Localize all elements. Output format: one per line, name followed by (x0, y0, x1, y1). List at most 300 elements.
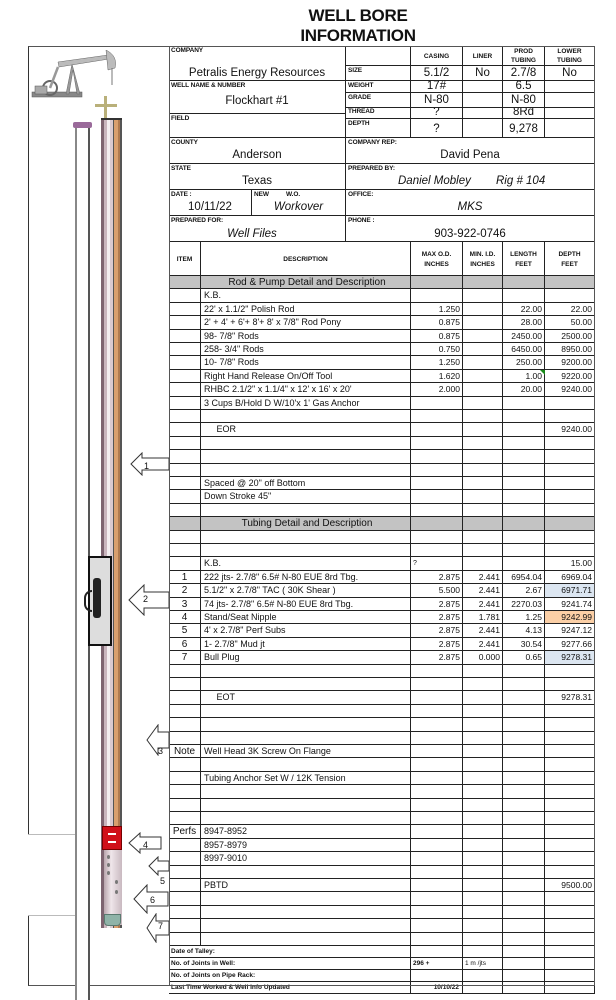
cell-id[interactable] (463, 383, 503, 396)
cell-desc[interactable]: 98- 7/8" Rods (201, 330, 411, 343)
cell-desc[interactable]: Stand/Seat Nipple (201, 611, 411, 624)
cell-depth[interactable] (545, 397, 595, 410)
cell-depth[interactable]: 9241.74 (545, 598, 595, 611)
spec-size-lower[interactable]: No (545, 66, 595, 81)
cell-id[interactable] (463, 705, 503, 718)
spec-thread-liner[interactable] (463, 108, 503, 119)
cell-id[interactable] (463, 343, 503, 356)
cell-id[interactable] (463, 517, 503, 530)
cell-depth[interactable] (545, 866, 595, 879)
cell-od[interactable] (411, 892, 463, 905)
cell-id[interactable] (463, 732, 503, 745)
cell-desc[interactable] (201, 866, 411, 879)
spec-weight-casing[interactable]: 17# (411, 81, 463, 93)
cell-od[interactable] (411, 691, 463, 704)
cell-depth[interactable] (545, 477, 595, 490)
cell-depth[interactable]: 22.00 (545, 303, 595, 316)
cell-od[interactable]: 0.750 (411, 343, 463, 356)
spec-weight-liner[interactable] (463, 81, 503, 93)
cell-depth[interactable] (545, 410, 595, 423)
spec-size-liner[interactable]: No (463, 66, 503, 81)
cell-depth[interactable]: 9278.31 (545, 691, 595, 704)
cell-id[interactable] (463, 557, 503, 570)
cell-depth[interactable] (545, 289, 595, 302)
cell-item[interactable] (169, 423, 201, 436)
company-value[interactable]: Petralis Energy Resources (188, 67, 326, 79)
cell-len[interactable]: 6450.00 (503, 343, 545, 356)
cell-len[interactable]: 6954.04 (503, 571, 545, 584)
cell-id[interactable]: 2.441 (463, 571, 503, 584)
cell-depth[interactable] (545, 785, 595, 798)
cell-id[interactable] (463, 316, 503, 329)
cell-len[interactable]: 28.00 (503, 316, 545, 329)
cell-len[interactable] (503, 718, 545, 731)
cell-desc[interactable]: 3 Cups B/Hold D W/10'x 1' Gas Anchor (201, 397, 411, 410)
cell-depth[interactable] (545, 732, 595, 745)
cell-len[interactable]: 20.00 (503, 383, 545, 396)
cell-item[interactable]: 5 (169, 624, 201, 637)
cell-id[interactable] (463, 852, 503, 865)
footer-cell-id[interactable] (463, 982, 503, 994)
cell-depth[interactable]: 50.00 (545, 316, 595, 329)
cell-od[interactable]: ? (411, 557, 463, 570)
cell-item[interactable] (169, 933, 201, 946)
cell-item[interactable] (169, 490, 201, 503)
cell-od[interactable]: 2.875 (411, 611, 463, 624)
cell-id[interactable] (463, 289, 503, 302)
cell-depth[interactable] (545, 437, 595, 450)
cell-item[interactable] (169, 772, 201, 785)
cell-len[interactable] (503, 276, 545, 289)
cell-desc[interactable]: EOR (201, 423, 411, 436)
cell-item[interactable] (169, 477, 201, 490)
cell-od[interactable] (411, 410, 463, 423)
cell-desc[interactable]: EOT (201, 691, 411, 704)
cell-item[interactable]: 2 (169, 584, 201, 597)
cell-id[interactable] (463, 303, 503, 316)
cell-od[interactable] (411, 758, 463, 771)
cell-id[interactable] (463, 544, 503, 557)
cell-item[interactable] (169, 892, 201, 905)
spec-depth-liner[interactable] (463, 119, 503, 138)
cell-desc[interactable]: 10- 7/8" Rods (201, 356, 411, 369)
spec-size-casing[interactable]: 5.1/2 (411, 66, 463, 81)
prepared-by-value[interactable]: Daniel Mobley (398, 175, 471, 187)
footer-cell-len[interactable] (503, 946, 545, 958)
cell-len[interactable] (503, 919, 545, 932)
cell-depth[interactable] (545, 517, 595, 530)
cell-item[interactable] (169, 356, 201, 369)
cell-desc[interactable] (201, 933, 411, 946)
wo-value[interactable]: Workover (273, 201, 324, 213)
cell-id[interactable] (463, 330, 503, 343)
cell-desc[interactable] (201, 718, 411, 731)
footer-cell-len[interactable] (503, 958, 545, 970)
cell-desc[interactable]: 2' + 4' + 6'+ 8'+ 8' x 7/8" Rod Pony (201, 316, 411, 329)
cell-len[interactable] (503, 464, 545, 477)
cell-depth[interactable] (545, 276, 595, 289)
cell-depth[interactable] (545, 531, 595, 544)
cell-depth[interactable]: 9220.00 (545, 370, 595, 383)
cell-desc[interactable]: K.B. (201, 289, 411, 302)
company-rep-value[interactable]: David Pena (440, 149, 500, 161)
cell-desc[interactable]: Well Head 3K Screw On Flange (201, 745, 411, 758)
cell-len[interactable] (503, 490, 545, 503)
cell-desc[interactable] (201, 892, 411, 905)
spec-depth-lower[interactable] (545, 119, 595, 138)
cell-id[interactable] (463, 745, 503, 758)
cell-id[interactable] (463, 839, 503, 852)
cell-od[interactable] (411, 825, 463, 838)
spec-grade-casing[interactable]: N-80 (411, 93, 463, 108)
cell-len[interactable] (503, 517, 545, 530)
cell-depth[interactable] (545, 678, 595, 691)
cell-desc[interactable]: 5.1/2" x 2.7/8" TAC ( 30K Shear ) (201, 584, 411, 597)
cell-len[interactable] (503, 557, 545, 570)
cell-len[interactable] (503, 531, 545, 544)
cell-id[interactable] (463, 758, 503, 771)
cell-id[interactable] (463, 464, 503, 477)
cell-item[interactable] (169, 397, 201, 410)
cell-item[interactable] (169, 370, 201, 383)
cell-depth[interactable] (545, 933, 595, 946)
cell-desc[interactable]: 8947-8952 (201, 825, 411, 838)
cell-item[interactable] (169, 718, 201, 731)
cell-len[interactable] (503, 437, 545, 450)
cell-len[interactable] (503, 477, 545, 490)
cell-desc[interactable] (201, 531, 411, 544)
cell-depth[interactable]: 9240.00 (545, 383, 595, 396)
cell-od[interactable]: 1.250 (411, 303, 463, 316)
cell-od[interactable]: 0.875 (411, 330, 463, 343)
cell-len[interactable] (503, 397, 545, 410)
footer-cell-len[interactable] (503, 970, 545, 982)
cell-od[interactable]: 0.875 (411, 316, 463, 329)
cell-id[interactable] (463, 477, 503, 490)
cell-depth[interactable] (545, 490, 595, 503)
cell-desc[interactable]: RHBC 2.1/2" x 1.1/4" x 12' x 16' x 20' (201, 383, 411, 396)
cell-id[interactable] (463, 825, 503, 838)
cell-id[interactable] (463, 718, 503, 731)
cell-desc[interactable] (201, 437, 411, 450)
cell-od[interactable] (411, 785, 463, 798)
cell-id[interactable] (463, 772, 503, 785)
cell-desc[interactable] (201, 678, 411, 691)
cell-item[interactable] (169, 276, 201, 289)
cell-depth[interactable]: 9247.12 (545, 624, 595, 637)
cell-desc[interactable]: Tubing Anchor Set W / 12K Tension (201, 772, 411, 785)
cell-len[interactable] (503, 772, 545, 785)
cell-item[interactable] (169, 785, 201, 798)
cell-len[interactable] (503, 732, 545, 745)
footer-cell-len[interactable] (503, 982, 545, 994)
cell-item[interactable] (169, 316, 201, 329)
cell-od[interactable]: 5.500 (411, 584, 463, 597)
cell-od[interactable]: 2.875 (411, 651, 463, 664)
cell-id[interactable] (463, 370, 503, 383)
cell-depth[interactable]: 6971.71 (545, 584, 595, 597)
cell-depth[interactable] (545, 906, 595, 919)
footer-cell-id[interactable]: 1 m /jts (463, 958, 503, 970)
cell-item[interactable]: Note (169, 745, 201, 758)
cell-od[interactable] (411, 490, 463, 503)
cell-desc[interactable]: 222 jts- 2.7/8" 6.5# N-80 EUE 8rd Tbg. (201, 571, 411, 584)
cell-desc[interactable] (201, 544, 411, 557)
cell-len[interactable] (503, 678, 545, 691)
cell-depth[interactable] (545, 852, 595, 865)
cell-depth[interactable] (545, 718, 595, 731)
cell-len[interactable] (503, 745, 545, 758)
cell-desc[interactable]: 8997-9010 (201, 852, 411, 865)
footer-cell-id[interactable] (463, 970, 503, 982)
cell-item[interactable]: 4 (169, 611, 201, 624)
cell-len[interactable]: 2450.00 (503, 330, 545, 343)
cell-id[interactable] (463, 892, 503, 905)
cell-id[interactable] (463, 799, 503, 812)
cell-len[interactable] (503, 289, 545, 302)
cell-id[interactable] (463, 437, 503, 450)
spec-size-prod[interactable]: 2.7/8 (503, 66, 545, 81)
prepared-for-value[interactable]: Well Files (227, 228, 277, 240)
spec-thread-prod[interactable]: 8Rd (503, 108, 545, 119)
cell-desc[interactable] (201, 665, 411, 678)
cell-len[interactable] (503, 423, 545, 436)
cell-od[interactable] (411, 477, 463, 490)
phone-value[interactable]: 903-922-0746 (434, 228, 506, 240)
cell-item[interactable] (169, 758, 201, 771)
cell-desc[interactable]: Spaced @ 20" off Bottom (201, 477, 411, 490)
cell-len[interactable] (503, 906, 545, 919)
cell-item[interactable] (169, 839, 201, 852)
cell-len[interactable]: 0.65 (503, 651, 545, 664)
cell-depth[interactable]: 9500.00 (545, 879, 595, 892)
cell-od[interactable]: 2.875 (411, 638, 463, 651)
spec-grade-prod[interactable]: N-80 (503, 93, 545, 108)
cell-item[interactable] (169, 437, 201, 450)
cell-len[interactable]: 2270.03 (503, 598, 545, 611)
footer-cell-od[interactable] (411, 970, 463, 982)
county-value[interactable]: Anderson (232, 149, 282, 161)
cell-od[interactable] (411, 531, 463, 544)
cell-od[interactable] (411, 866, 463, 879)
cell-desc[interactable] (201, 464, 411, 477)
cell-id[interactable] (463, 490, 503, 503)
cell-len[interactable] (503, 450, 545, 463)
footer-cell-od[interactable]: 10/10/22 (411, 982, 463, 994)
cell-depth[interactable]: 9278.31 (545, 651, 595, 664)
cell-id[interactable] (463, 678, 503, 691)
cell-len[interactable] (503, 691, 545, 704)
cell-len[interactable] (503, 758, 545, 771)
cell-item[interactable] (169, 531, 201, 544)
cell-depth[interactable]: 2500.00 (545, 330, 595, 343)
cell-len[interactable] (503, 410, 545, 423)
cell-item[interactable] (169, 544, 201, 557)
footer-cell-dep[interactable] (545, 946, 595, 958)
cell-id[interactable] (463, 879, 503, 892)
cell-depth[interactable] (545, 450, 595, 463)
cell-depth[interactable] (545, 825, 595, 838)
cell-id[interactable] (463, 933, 503, 946)
cell-od[interactable] (411, 544, 463, 557)
cell-item[interactable] (169, 919, 201, 932)
footer-cell-dep[interactable] (545, 958, 595, 970)
cell-od[interactable]: 2.875 (411, 571, 463, 584)
cell-item[interactable]: 3 (169, 598, 201, 611)
cell-od[interactable] (411, 450, 463, 463)
cell-id[interactable]: 1.781 (463, 611, 503, 624)
cell-id[interactable] (463, 410, 503, 423)
cell-len[interactable]: 250.00 (503, 356, 545, 369)
cell-id[interactable]: 2.441 (463, 638, 503, 651)
cell-od[interactable] (411, 665, 463, 678)
cell-id[interactable]: 0.000 (463, 651, 503, 664)
well-name-value[interactable]: Flockhart #1 (225, 95, 289, 107)
spec-thread-lower[interactable] (545, 108, 595, 119)
cell-item[interactable] (169, 866, 201, 879)
cell-depth[interactable] (545, 504, 595, 517)
cell-depth[interactable] (545, 745, 595, 758)
cell-item[interactable]: 1 (169, 571, 201, 584)
cell-od[interactable]: 2.875 (411, 598, 463, 611)
cell-item[interactable] (169, 812, 201, 825)
footer-cell-dep[interactable] (545, 970, 595, 982)
cell-len[interactable]: 1.25 (503, 611, 545, 624)
footer-cell-dep[interactable] (545, 982, 595, 994)
cell-depth[interactable] (545, 812, 595, 825)
cell-od[interactable] (411, 852, 463, 865)
cell-depth[interactable] (545, 799, 595, 812)
cell-desc[interactable]: Rod & Pump Detail and Description (201, 276, 411, 289)
cell-desc[interactable] (201, 705, 411, 718)
cell-od[interactable] (411, 906, 463, 919)
cell-id[interactable] (463, 504, 503, 517)
cell-desc[interactable] (201, 732, 411, 745)
cell-desc[interactable] (201, 410, 411, 423)
cell-od[interactable] (411, 919, 463, 932)
cell-len[interactable]: 22.00 (503, 303, 545, 316)
cell-id[interactable] (463, 665, 503, 678)
spec-grade-lower[interactable] (545, 93, 595, 108)
cell-depth[interactable]: 9242.99 (545, 611, 595, 624)
cell-od[interactable] (411, 812, 463, 825)
cell-id[interactable] (463, 691, 503, 704)
cell-len[interactable] (503, 504, 545, 517)
date-value[interactable]: 10/11/22 (188, 201, 232, 213)
cell-id[interactable]: 2.441 (463, 598, 503, 611)
cell-od[interactable]: 1.620 (411, 370, 463, 383)
cell-len[interactable] (503, 705, 545, 718)
cell-od[interactable] (411, 799, 463, 812)
cell-item[interactable] (169, 517, 201, 530)
spec-depth-casing[interactable]: ? (411, 119, 463, 138)
cell-id[interactable] (463, 812, 503, 825)
cell-desc[interactable]: 258- 3/4" Rods (201, 343, 411, 356)
cell-depth[interactable] (545, 892, 595, 905)
cell-od[interactable] (411, 772, 463, 785)
footer-cell-id[interactable] (463, 946, 503, 958)
cell-desc[interactable] (201, 799, 411, 812)
footer-cell-od[interactable] (411, 946, 463, 958)
cell-id[interactable] (463, 276, 503, 289)
cell-desc[interactable]: Right Hand Release On/Off Tool (201, 370, 411, 383)
cell-id[interactable] (463, 397, 503, 410)
cell-id[interactable] (463, 423, 503, 436)
cell-item[interactable] (169, 330, 201, 343)
cell-od[interactable]: 1.250 (411, 356, 463, 369)
cell-desc[interactable]: Down Stroke 45" (201, 490, 411, 503)
cell-len[interactable] (503, 933, 545, 946)
spec-thread-casing[interactable]: ? (411, 108, 463, 119)
cell-item[interactable] (169, 799, 201, 812)
cell-depth[interactable] (545, 772, 595, 785)
cell-len[interactable] (503, 785, 545, 798)
cell-id[interactable] (463, 906, 503, 919)
cell-item[interactable] (169, 665, 201, 678)
cell-len[interactable] (503, 839, 545, 852)
cell-desc[interactable] (201, 758, 411, 771)
cell-id[interactable] (463, 531, 503, 544)
spec-weight-lower[interactable] (545, 81, 595, 93)
cell-item[interactable] (169, 303, 201, 316)
cell-item[interactable] (169, 410, 201, 423)
cell-od[interactable] (411, 732, 463, 745)
cell-item[interactable]: 7 (169, 651, 201, 664)
cell-id[interactable] (463, 919, 503, 932)
cell-len[interactable] (503, 665, 545, 678)
cell-depth[interactable] (545, 758, 595, 771)
cell-id[interactable]: 2.441 (463, 624, 503, 637)
cell-od[interactable]: 2.875 (411, 624, 463, 637)
cell-item[interactable] (169, 383, 201, 396)
cell-desc[interactable]: PBTD (201, 879, 411, 892)
cell-item[interactable] (169, 557, 201, 570)
cell-item[interactable] (169, 705, 201, 718)
cell-item[interactable] (169, 906, 201, 919)
cell-len[interactable]: 4.13 (503, 624, 545, 637)
cell-od[interactable] (411, 464, 463, 477)
cell-len[interactable] (503, 544, 545, 557)
footer-cell-od[interactable]: 296 + (411, 958, 463, 970)
cell-len[interactable] (503, 825, 545, 838)
cell-desc[interactable]: 1- 2.7/8" Mud jt (201, 638, 411, 651)
cell-depth[interactable]: 8950.00 (545, 343, 595, 356)
cell-od[interactable] (411, 517, 463, 530)
cell-od[interactable] (411, 839, 463, 852)
cell-desc[interactable] (201, 450, 411, 463)
cell-desc[interactable]: K.B. (201, 557, 411, 570)
state-value[interactable]: Texas (241, 175, 273, 187)
cell-depth[interactable]: 9240.00 (545, 423, 595, 436)
cell-desc[interactable]: 8957-8979 (201, 839, 411, 852)
cell-desc[interactable]: Tubing Detail and Description (201, 517, 411, 530)
cell-od[interactable] (411, 933, 463, 946)
cell-item[interactable]: Perfs (169, 825, 201, 838)
cell-len[interactable] (503, 852, 545, 865)
cell-desc[interactable] (201, 812, 411, 825)
cell-depth[interactable]: 6969.04 (545, 571, 595, 584)
cell-od[interactable] (411, 504, 463, 517)
cell-depth[interactable]: 9200.00 (545, 356, 595, 369)
cell-od[interactable] (411, 879, 463, 892)
cell-id[interactable] (463, 450, 503, 463)
cell-item[interactable] (169, 464, 201, 477)
cell-len[interactable] (503, 892, 545, 905)
office-value[interactable]: MKS (457, 201, 483, 213)
cell-desc[interactable] (201, 504, 411, 517)
cell-od[interactable] (411, 289, 463, 302)
cell-od[interactable] (411, 423, 463, 436)
